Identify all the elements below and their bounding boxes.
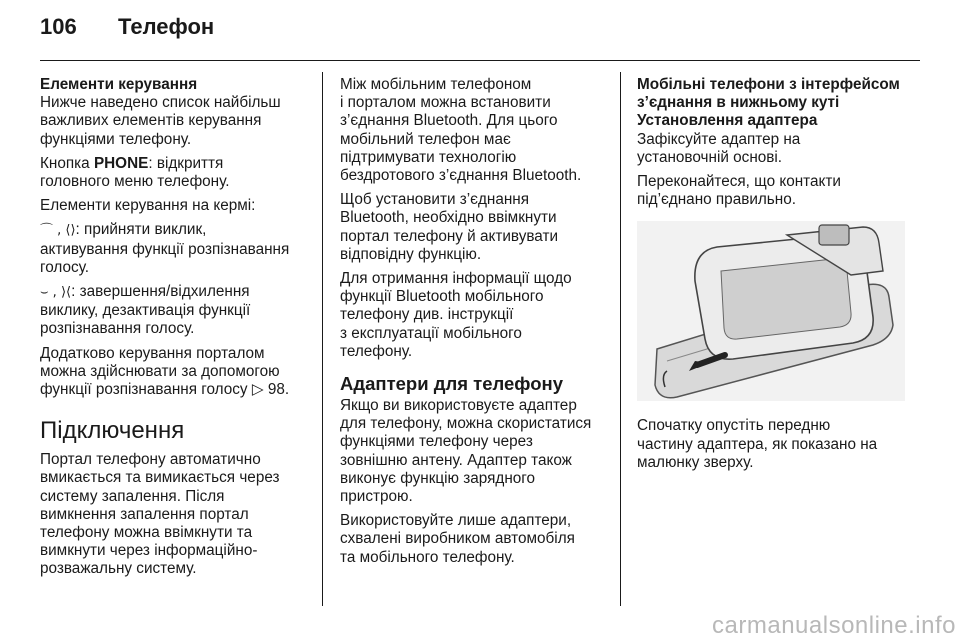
bluetooth-info: Для отримання інформації щодо функції Bluetooth мобільного телефону див. інструкції з експлуатації мобільного телефону. (340, 270, 572, 360)
connection-heading: Підключення (40, 417, 185, 445)
column-right (637, 76, 905, 478)
interface-heading: Мобільні телефони з інтерфейсом з’єднання в нижньому куті (637, 76, 900, 112)
page-reference: ▷ 98. (251, 381, 290, 399)
page-number: 106 (40, 14, 77, 39)
controls-heading: Елементи керування (40, 76, 198, 93)
portal-voice-paragraph (40, 345, 308, 400)
phone-button-paragraph (40, 155, 308, 191)
accept-call-icon: ⌒ , ⟨⟩ (40, 223, 76, 239)
accept-call-paragraph (40, 221, 308, 277)
check-contacts-text: Переконайтеся, що контакти під’єднано правильно. (637, 173, 841, 209)
page-header (40, 14, 214, 54)
controls-intro: Нижче наведено список найбільш важливих елементів керування функціями телефону. (40, 94, 281, 148)
bluetooth-activate: Щоб установити з’єднання Bluetooth, необхідно ввімкнути портал телефону й активувати відповідну функцію. (340, 191, 559, 263)
column-divider (322, 72, 323, 606)
phone-button-desc: : відкриття головного меню телефону. (40, 154, 230, 191)
header-divider (40, 60, 920, 61)
install-heading: Установлення адаптера (637, 112, 818, 130)
column-divider (620, 72, 621, 606)
end-call-text: : завершення/відхилення виклику, дезактивація функції розпізнавання голосу. (40, 283, 251, 338)
column-middle (340, 76, 608, 573)
page-title: Телефон (118, 14, 215, 39)
adapter-illustration (637, 221, 905, 401)
portal-voice-text: Додатково керування порталом можна здійснювати за допомогою функції розпізнавання голосу (40, 344, 280, 399)
adapters-heading: Адаптери для телефону (340, 373, 564, 395)
connection-text: Портал телефону автоматично вмикається та вимикається через систему запалення. Після вимкнення запалення портал телефону можна ввімкнути та вимкнути через інформаційно- розважальну систему. (40, 451, 280, 578)
install-text: Зафіксуйте адаптер на установочній основі. (637, 130, 801, 166)
bluetooth-intro: Між мобільним телефоном і порталом можна встановити з’єднання Bluetooth. Для цього мобільний телефон має підтримувати технологію бездротового з’єднання Bluetooth. (340, 76, 582, 185)
column-left (40, 76, 308, 585)
button-prefix: Кнопка (40, 154, 94, 172)
phone-adapter-image (637, 221, 905, 401)
figure-caption: Спочатку опустіть передню частину адаптера, як показано на малюнку зверху. (637, 417, 878, 471)
end-call-icon: ⌣ , ⟩⟨ (40, 285, 72, 301)
end-call-paragraph (40, 283, 308, 339)
watermark: carmanualsonline.info (712, 612, 956, 639)
phone-button-name: PHONE (93, 154, 149, 172)
accept-call-text: : прийняти виклик, активування функції розпізнавання голосу. (40, 221, 290, 276)
adapters-text: Якщо ви використовуєте адаптер для телефону, можна скористатися функціями телефону через зовнішню антену. Адаптер також виконує функцію зарядного пристрою. (340, 397, 592, 506)
adapters-warning: Використовуйте лише адаптери, схвалені виробником автомобіля та мобільного телефону. (340, 512, 575, 566)
steering-wheel-label: Елементи керування на кермі: (40, 197, 256, 215)
